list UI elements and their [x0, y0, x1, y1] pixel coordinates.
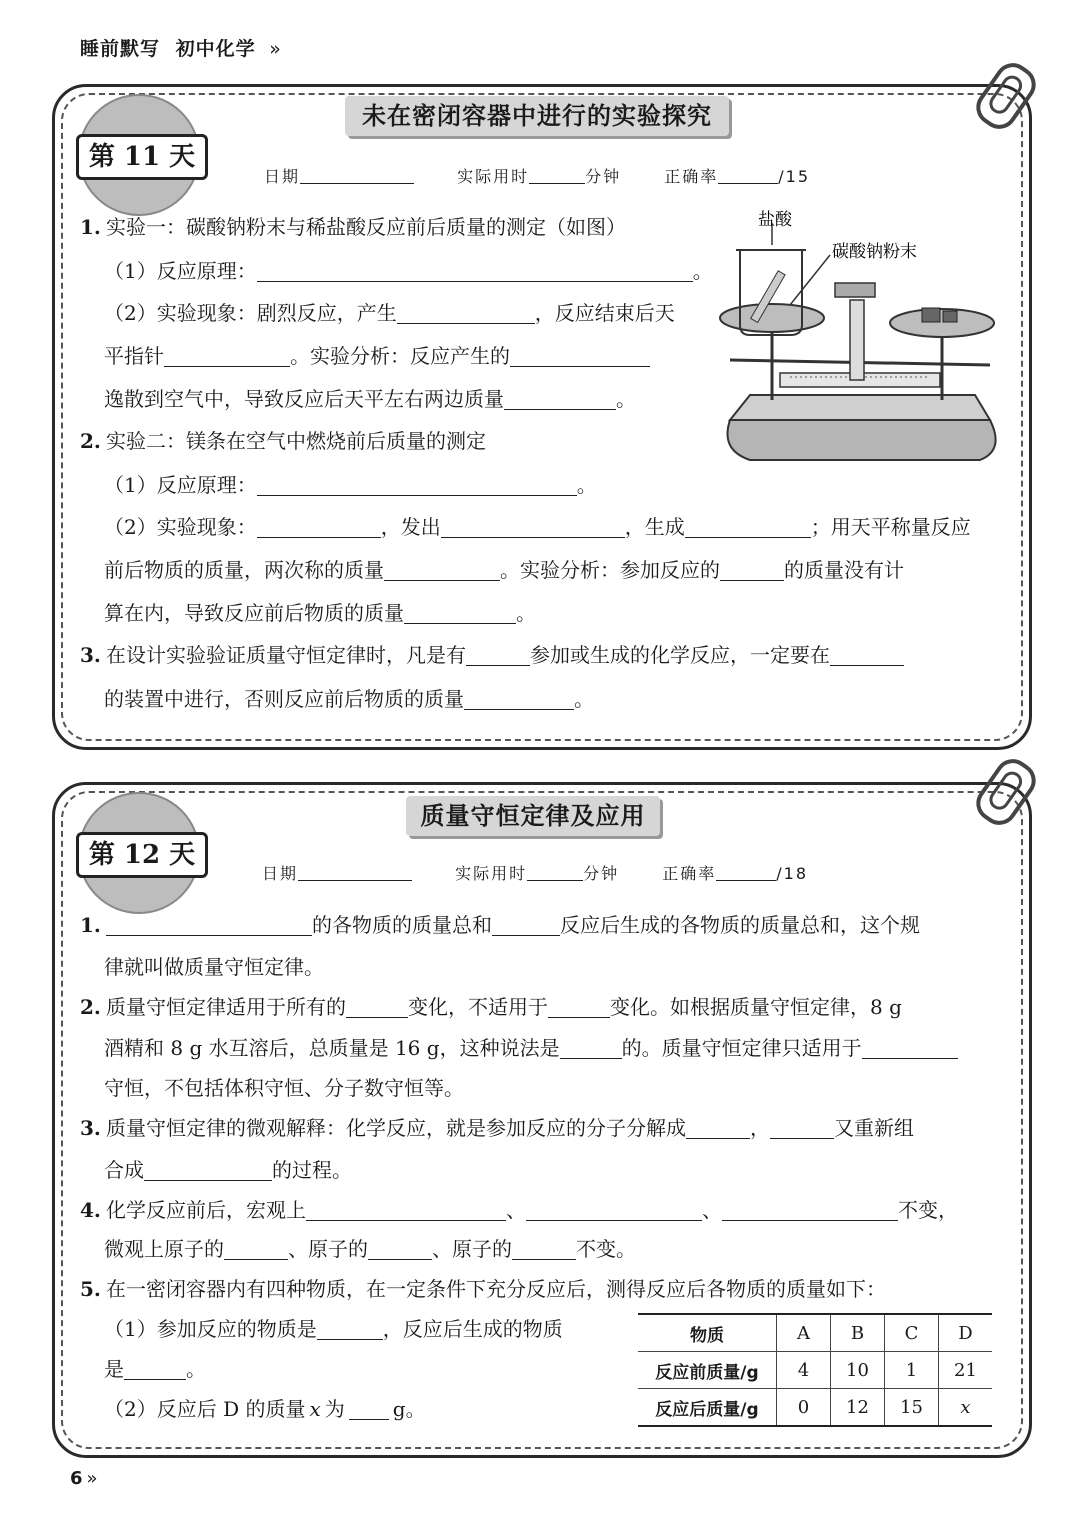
table-header-cell: 物质 — [638, 1314, 777, 1352]
q3-line-a — [80, 640, 904, 670]
d12-q5-line-a — [80, 1274, 886, 1304]
answer-blank[interactable] — [124, 1359, 186, 1380]
text: 平指针 — [104, 344, 164, 368]
text: 合成 — [104, 1158, 144, 1182]
q2-line-b — [104, 470, 597, 500]
q2-line-d — [104, 555, 904, 585]
mass-table — [638, 1313, 992, 1427]
text: ，生成 — [624, 515, 685, 539]
answer-blank[interactable] — [257, 475, 577, 496]
answer-blank[interactable] — [144, 1160, 272, 1181]
date-blank[interactable] — [300, 167, 414, 184]
text: 前后物质的质量，两次称的质量 — [104, 558, 384, 582]
answer-blank[interactable] — [686, 1118, 750, 1139]
accuracy-blank[interactable] — [716, 864, 776, 881]
answer-blank[interactable] — [830, 645, 904, 666]
page-number: 6 — [70, 1468, 83, 1489]
text: 在设计实验验证质量守恒定律时，凡是有 — [106, 643, 466, 667]
day12-meta — [262, 861, 808, 884]
text: 变化，不适用于 — [408, 995, 548, 1019]
accuracy-total: /18 — [776, 864, 808, 883]
text: （1）反应原理： — [104, 259, 257, 283]
page-header — [80, 34, 282, 61]
q3-line-b — [104, 684, 594, 714]
d12-q3-line-b — [104, 1155, 352, 1185]
d12-q4-line-b — [104, 1234, 636, 1264]
header-title: 睡前默写 — [80, 38, 161, 60]
table-header-cell: D — [939, 1314, 993, 1352]
text: 、原子的 — [288, 1237, 368, 1261]
answer-blank[interactable] — [466, 645, 530, 666]
text: 微观上原子的 — [104, 1237, 224, 1261]
text: 。实验分析：参加反应的 — [500, 558, 720, 582]
date-label: 日期 — [262, 864, 299, 883]
label-acid: 盐酸 — [758, 210, 792, 230]
answer-blank[interactable] — [685, 517, 811, 538]
balance-illustration — [710, 205, 1010, 475]
text: 又重新组 — [834, 1116, 914, 1140]
text: 。 — [692, 259, 713, 283]
date-label: 日期 — [264, 167, 301, 186]
table-cell: 15 — [885, 1389, 939, 1427]
text: 的装置中进行，否则反应前后物质的质量 — [104, 687, 464, 711]
answer-blank[interactable] — [346, 997, 408, 1018]
answer-blank[interactable] — [526, 1200, 702, 1221]
answer-blank[interactable] — [164, 346, 290, 367]
day12-title: 质量守恒定律及应用 — [406, 796, 660, 836]
table-cell: x — [939, 1389, 993, 1427]
q2-line-a — [80, 426, 486, 456]
answer-blank[interactable] — [257, 261, 693, 282]
text: 、 — [506, 1198, 526, 1222]
table-cell: 0 — [777, 1389, 831, 1427]
table-cell: 反应前质量/g — [638, 1352, 777, 1389]
text: 质量守恒定律适用于所有的 — [106, 995, 346, 1019]
d12-q2-line-b — [104, 1033, 958, 1063]
answer-blank[interactable] — [397, 303, 535, 324]
table-cell: 1 — [885, 1352, 939, 1389]
day12-badge-label: 第 12 天 — [76, 832, 208, 878]
table-header-cell: C — [885, 1314, 939, 1352]
text: （2）反应后 D 的质量 — [104, 1397, 306, 1421]
text: 的质量没有计 — [784, 558, 904, 582]
accuracy-total: /15 — [778, 167, 810, 186]
q1-line-e — [104, 384, 636, 414]
text: ，反应结束后天 — [534, 301, 675, 325]
day12-badge — [78, 792, 200, 914]
text: 反应后生成的各物质的质量总和，这个规 — [560, 913, 920, 937]
accuracy-label: 正确率 — [664, 167, 719, 186]
text: ，发出 — [380, 515, 441, 539]
q2-line-c — [104, 512, 971, 542]
text: ；用天平称量反应 — [810, 515, 971, 539]
answer-blank[interactable] — [224, 1239, 288, 1260]
text: ，反应后生成的物质 — [382, 1317, 563, 1341]
text: ， — [750, 1116, 770, 1140]
text: 的过程。 — [272, 1158, 352, 1182]
table-header-row — [638, 1314, 992, 1352]
accuracy-label: 正确率 — [662, 864, 717, 883]
answer-blank[interactable] — [464, 689, 574, 710]
answer-blank[interactable] — [317, 1319, 383, 1340]
d12-q5-line-d — [104, 1394, 426, 1424]
answer-blank[interactable] — [510, 346, 650, 367]
text: （1）参加反应的物质是 — [104, 1317, 317, 1341]
text: 化学反应前后，宏观上 — [106, 1198, 306, 1222]
text: 守恒，不包括体积守恒、分子数守恒等。 — [104, 1076, 464, 1100]
answer-blank[interactable] — [257, 517, 381, 538]
text: 、 — [702, 1198, 722, 1222]
day11-title: 未在密闭容器中进行的实验探究 — [345, 96, 729, 136]
text: 不变。 — [576, 1237, 636, 1261]
answer-blank[interactable] — [441, 517, 625, 538]
chevron-right-icon: » — [269, 38, 282, 60]
d12-q1-line-b — [104, 952, 324, 982]
d12-q2-line-c — [104, 1073, 464, 1103]
table-cell: 4 — [777, 1352, 831, 1389]
d12-q3-line-a — [80, 1113, 914, 1143]
text: 变化。如根据质量守恒定律，8 g — [610, 995, 902, 1019]
text: 是 — [104, 1357, 124, 1381]
answer-blank[interactable] — [720, 560, 784, 581]
answer-blank[interactable] — [106, 915, 312, 936]
text: 。 — [616, 387, 636, 411]
day11-badge-label: 第 11 天 — [76, 134, 208, 180]
text: 参加或生成的化学反应，一定要在 — [530, 643, 830, 667]
text: （2）实验现象： — [104, 515, 257, 539]
q1-line-b — [104, 256, 713, 286]
text: 为 — [324, 1397, 345, 1421]
text: 。 — [576, 473, 597, 497]
question-number: 2. — [80, 995, 101, 1019]
d12-q4-line-a — [80, 1195, 958, 1225]
text: 实验二：镁条在空气中燃烧前后质量的测定 — [106, 429, 486, 453]
question-number: 2. — [80, 429, 101, 453]
question-number: 4. — [80, 1198, 101, 1222]
text: （1）反应原理： — [104, 473, 257, 497]
question-number: 3. — [80, 643, 101, 667]
text: 逸散到空气中，导致反应后天平左右两边质量 — [104, 387, 504, 411]
table-row — [638, 1352, 992, 1389]
answer-blank[interactable] — [384, 560, 500, 581]
day11-meta — [264, 164, 810, 187]
text: 的。质量守恒定律只适用于 — [621, 1036, 862, 1060]
text: g。 — [392, 1397, 426, 1421]
answer-blank[interactable] — [722, 1200, 898, 1221]
accuracy-blank[interactable] — [718, 167, 778, 184]
table-cell: 10 — [831, 1352, 885, 1389]
table-header-cell: A — [777, 1314, 831, 1352]
text: 的各物质的质量总和 — [312, 913, 492, 937]
answer-blank[interactable] — [504, 389, 616, 410]
minute-label: 分钟 — [583, 864, 620, 883]
text: 、原子的 — [432, 1237, 512, 1261]
variable-x: x — [309, 1397, 321, 1421]
text: 质量守恒定律的微观解释：化学反应，就是参加反应的分子分解成 — [106, 1116, 686, 1140]
answer-blank[interactable] — [560, 1038, 622, 1059]
time-blank[interactable] — [527, 864, 583, 881]
answer-blank[interactable] — [492, 915, 560, 936]
time-label: 实际用时 — [457, 167, 530, 186]
text: 。 — [516, 601, 536, 625]
text: 酒精和 8 g 水互溶后，总质量是 16 g，这种说法是 — [104, 1036, 560, 1060]
answer-blank[interactable] — [306, 1200, 506, 1221]
chevron-right-icon: » — [86, 1468, 98, 1489]
table-row — [638, 1389, 992, 1427]
table-cell: 21 — [939, 1352, 993, 1389]
question-number: 5. — [80, 1277, 101, 1301]
answer-blank[interactable] — [862, 1038, 958, 1059]
table-header-cell: B — [831, 1314, 885, 1352]
text: 。 — [574, 687, 594, 711]
text: 在一密闭容器内有四种物质，在一定条件下充分反应后，测得反应后各物质的质量如下： — [106, 1277, 886, 1301]
answer-blank[interactable] — [404, 603, 516, 624]
answer-blank[interactable] — [548, 997, 610, 1018]
answer-blank[interactable] — [368, 1239, 432, 1260]
time-blank[interactable] — [529, 167, 585, 184]
day11-badge — [78, 94, 200, 216]
text: 律就叫做质量守恒定律。 — [104, 955, 324, 979]
d12-q2-line-a — [80, 992, 902, 1022]
d12-q1-line-a — [80, 910, 920, 940]
text: 不变， — [898, 1198, 958, 1222]
answer-blank[interactable] — [770, 1118, 834, 1139]
text: 算在内，导致反应前后物质的质量 — [104, 601, 404, 625]
minute-label: 分钟 — [585, 167, 622, 186]
table-cell: 12 — [831, 1389, 885, 1427]
q2-line-e — [104, 598, 536, 628]
text: 实验一：碳酸钠粉末与稀盐酸反应前后质量的测定（如图） — [106, 215, 626, 239]
header-subject: 初中化学 — [175, 38, 256, 60]
q1-line-a — [80, 212, 626, 242]
question-number: 1. — [80, 913, 101, 937]
text: 。 — [186, 1357, 206, 1381]
question-number: 3. — [80, 1116, 101, 1140]
label-powder: 碳酸钠粉末 — [832, 242, 917, 262]
q1-line-d — [104, 341, 650, 371]
text: 。实验分析：反应产生的 — [290, 344, 510, 368]
text: （2）实验现象：剧烈反应，产生 — [104, 301, 397, 325]
question-number: 1. — [80, 215, 101, 239]
answer-blank[interactable] — [349, 1399, 389, 1420]
answer-blank[interactable] — [512, 1239, 576, 1260]
date-blank[interactable] — [298, 864, 412, 881]
time-label: 实际用时 — [455, 864, 528, 883]
table-cell: 反应后质量/g — [638, 1389, 777, 1427]
d12-q5-line-c — [104, 1354, 206, 1384]
q1-line-c — [104, 298, 675, 328]
d12-q5-line-b — [104, 1314, 563, 1344]
page-footer — [70, 1468, 98, 1489]
